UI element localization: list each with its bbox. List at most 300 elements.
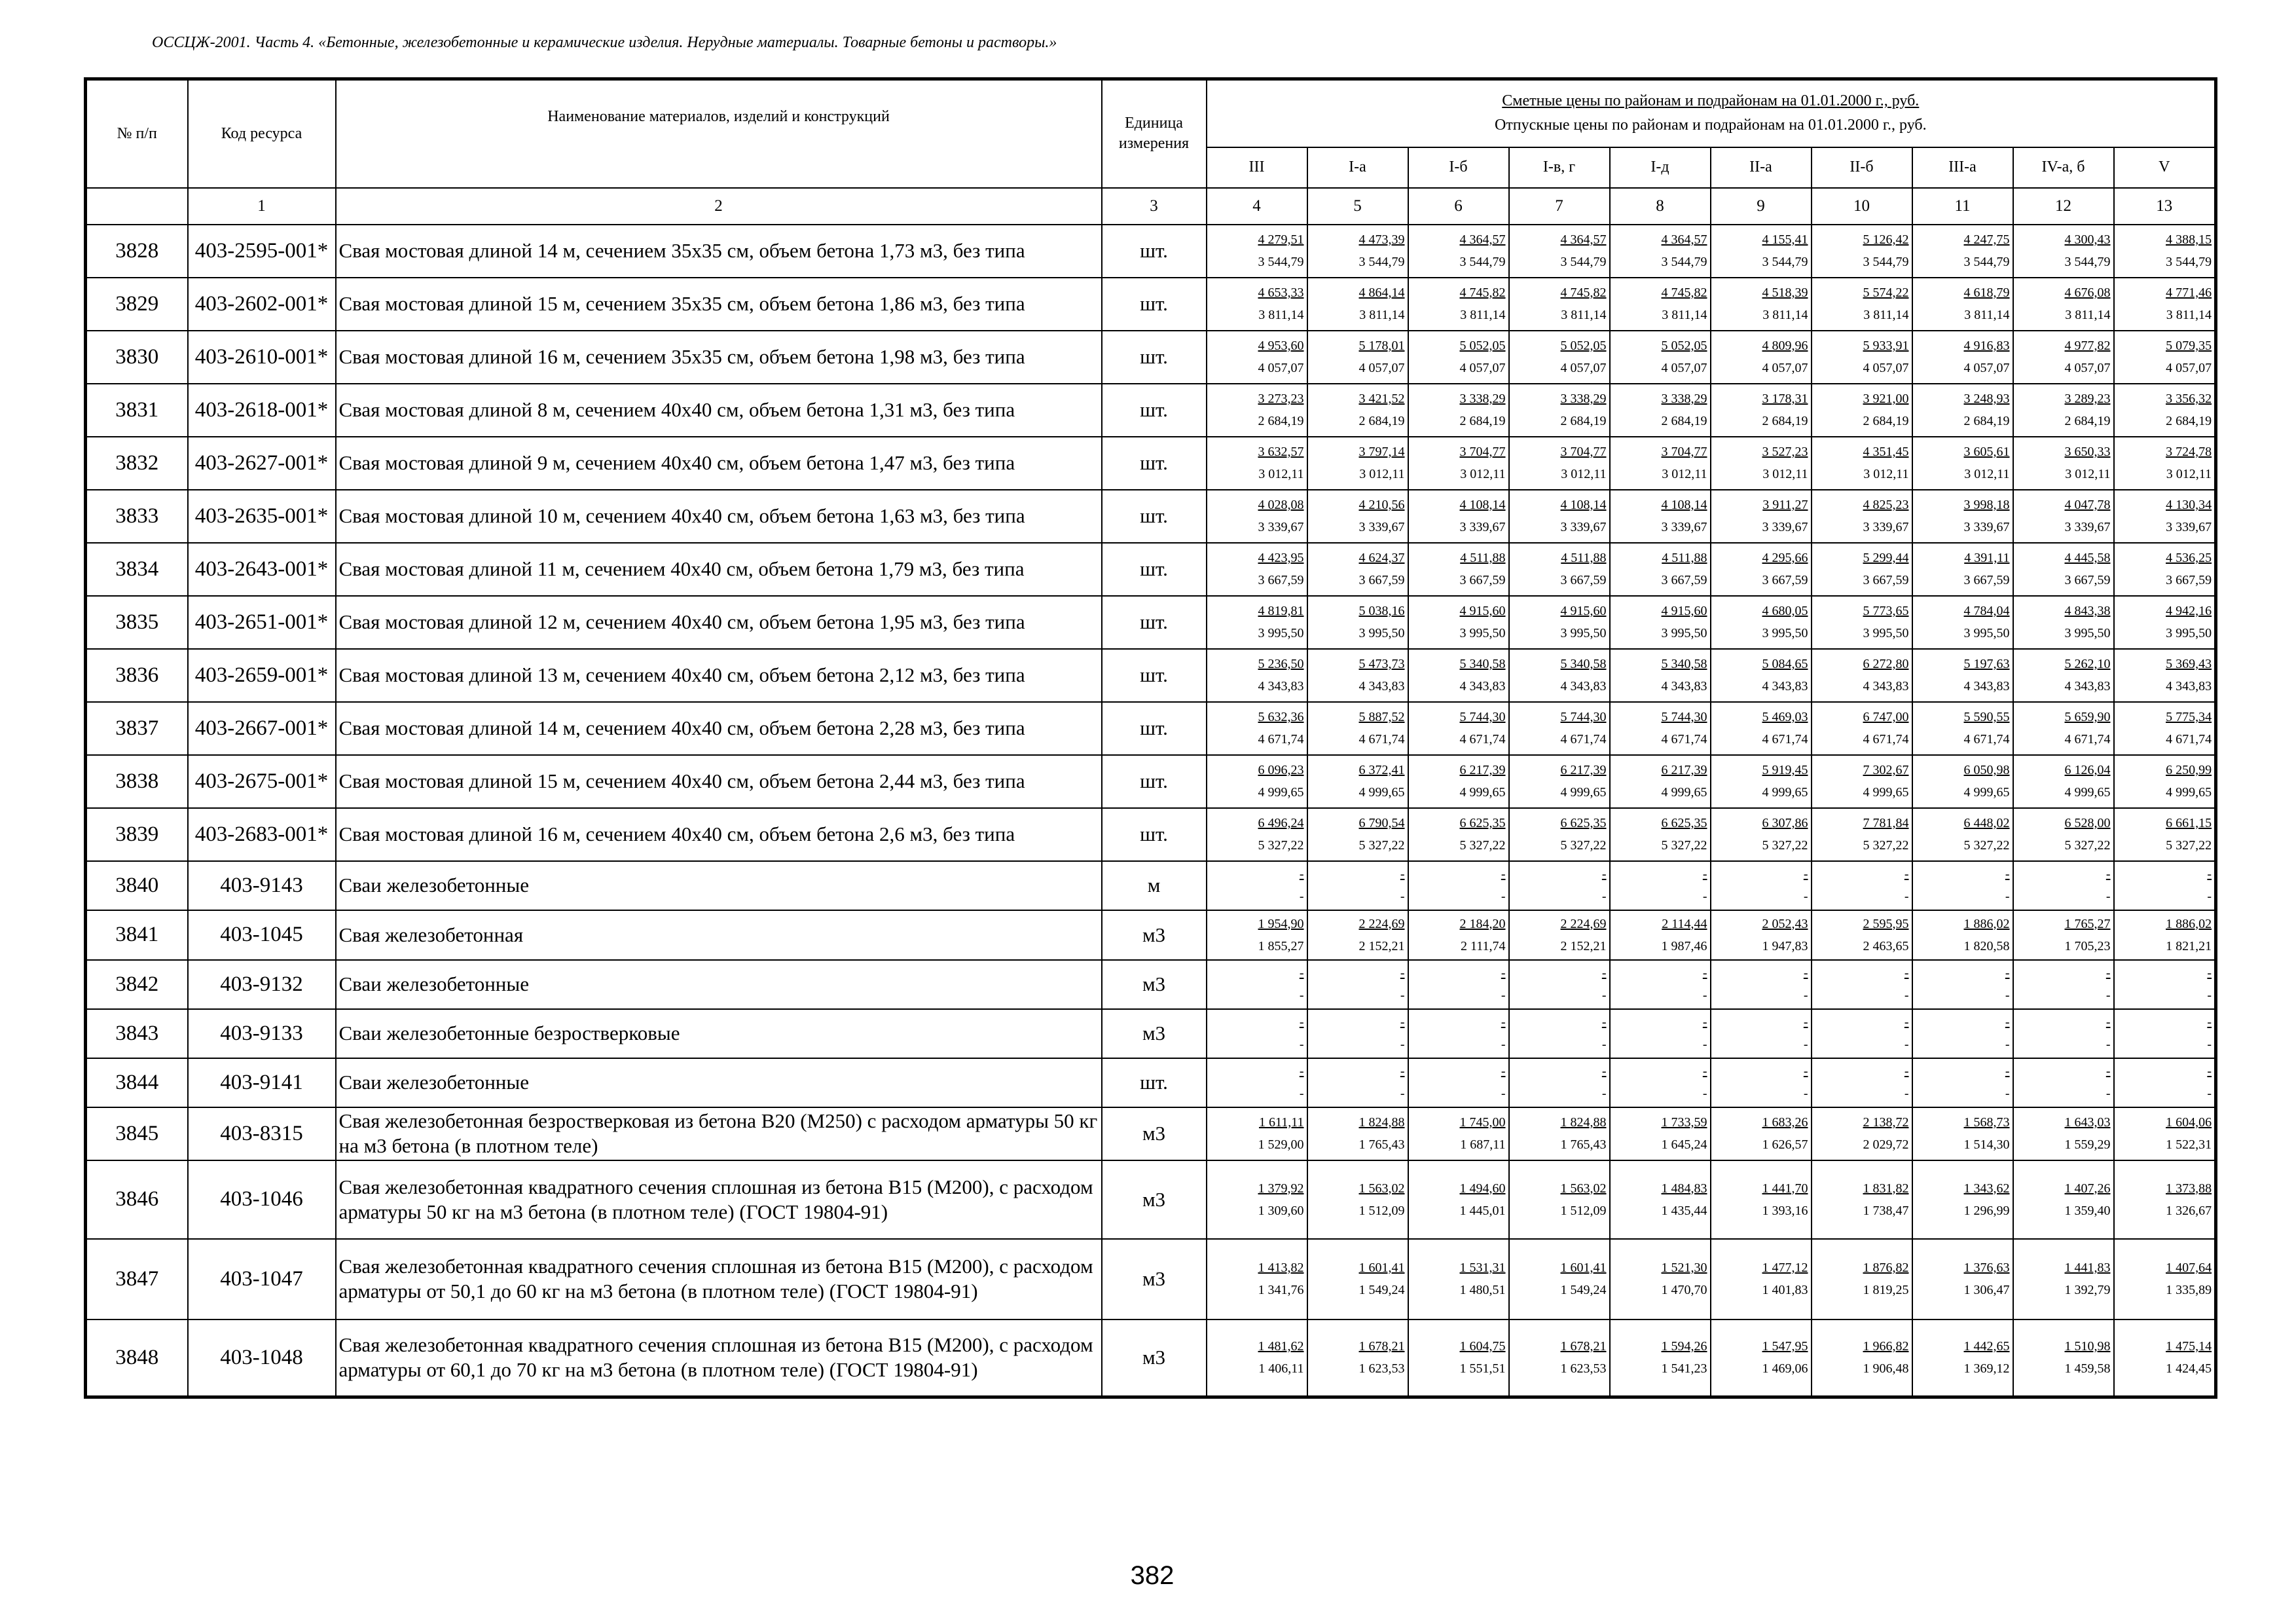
table-row [86, 702, 2216, 755]
release-price: 3 544,79 [1258, 255, 1304, 269]
release-price: 3 544,79 [1358, 255, 1405, 269]
release-price: 4 999,65 [1258, 785, 1304, 800]
estimate-price: 1 886,02 [1963, 916, 2010, 931]
price-cell [1509, 543, 1610, 596]
table-row [86, 1239, 2216, 1320]
release-price: 3 667,59 [1358, 573, 1405, 587]
release-price: 3 667,59 [1661, 573, 1707, 587]
release-price: 1 947,83 [1762, 938, 1808, 953]
price-cell [1509, 225, 1610, 278]
estimate-price: 6 747,00 [1863, 710, 1909, 724]
price-cell [2013, 1107, 2114, 1160]
release-price: 3 339,67 [1661, 520, 1707, 534]
price-cell [1307, 278, 1408, 331]
price-cell [2013, 1009, 2114, 1058]
estimate-price: 4 279,51 [1258, 232, 1304, 247]
price-cell [1812, 1107, 1912, 1160]
price-cell [1610, 808, 1711, 861]
price-cell [1912, 1107, 2013, 1160]
table-row [86, 490, 2216, 543]
release-price: 1 326,67 [2166, 1203, 2212, 1218]
price-cell [1207, 910, 1307, 960]
price-cell [1307, 1320, 1408, 1397]
estimate-price: 1 683,26 [1762, 1115, 1808, 1130]
price-cell [2114, 384, 2216, 437]
estimate-price: 5 469,03 [1762, 710, 1808, 724]
table-row [86, 596, 2216, 649]
price-cell [1812, 960, 1912, 1009]
release-price: 2 684,19 [2064, 414, 2111, 428]
resource-code: 403-1047 [188, 1239, 336, 1320]
header-region: III [1207, 147, 1307, 188]
release-price: - [1501, 889, 1506, 904]
estimate-price: - [1501, 867, 1506, 881]
estimate-price: 1 343,62 [1963, 1181, 2010, 1196]
release-price: 3 012,11 [1561, 467, 1607, 481]
release-price: 1 424,45 [2166, 1361, 2212, 1376]
price-cell [1408, 1009, 1509, 1058]
price-cell [1307, 1107, 1408, 1160]
release-price: 1 469,06 [1762, 1361, 1808, 1376]
estimate-price: 3 273,23 [1258, 392, 1304, 406]
unit-of-measure: шт. [1102, 543, 1207, 596]
price-cell [1912, 1320, 2013, 1397]
release-price: 5 327,22 [1762, 838, 1808, 853]
release-price: 3 339,67 [1459, 520, 1506, 534]
estimate-price: - [2207, 1064, 2212, 1079]
release-price: 4 057,07 [1762, 361, 1808, 375]
estimate-price: 4 155,41 [1762, 232, 1808, 247]
price-cell [1812, 1239, 1912, 1320]
estimate-price: - [1601, 1064, 1607, 1079]
release-price: - [2207, 889, 2212, 904]
price-cell [1207, 808, 1307, 861]
estimate-price: 5 473,73 [1358, 657, 1405, 671]
estimate-price: 1 442,65 [1963, 1339, 2010, 1354]
estimate-price: - [1299, 966, 1304, 980]
release-price: 1 512,09 [1358, 1203, 1405, 1218]
estimate-price: 2 184,20 [1459, 916, 1506, 931]
estimate-price: - [1299, 867, 1304, 881]
release-price: 1 906,48 [1863, 1361, 1909, 1376]
header-prices-release: Отпускные цены по районам и подрайонам на 01.01.2000 г., руб. [1494, 117, 1927, 134]
price-cell [1307, 1239, 1408, 1320]
price-cell [1207, 1058, 1307, 1107]
release-price: 3 811,14 [2166, 308, 2212, 322]
estimate-price: 1 441,83 [2064, 1261, 2111, 1275]
price-cell [1610, 543, 1711, 596]
estimate-price: 4 364,57 [1560, 232, 1607, 247]
material-name: Свая мостовая длиной 15 м, сечением 35х35 см, объем бетона 1,86 м3, без типа [336, 278, 1102, 331]
release-price: 3 339,67 [2064, 520, 2111, 534]
release-price: 3 339,67 [1863, 520, 1909, 534]
estimate-price: 1 407,64 [2166, 1261, 2212, 1275]
estimate-price: 1 477,12 [1762, 1261, 1808, 1275]
release-price: - [2005, 1086, 2010, 1101]
estimate-price: 5 052,05 [1661, 339, 1707, 353]
release-price: 1 687,11 [1460, 1137, 1506, 1152]
price-cell [1912, 1058, 2013, 1107]
estimate-price: 6 625,35 [1661, 816, 1707, 830]
column-number: 6 [1408, 188, 1509, 225]
release-price: 3 667,59 [1762, 573, 1808, 587]
estimate-price: - [2005, 966, 2010, 980]
price-cell [1711, 960, 1812, 1009]
estimate-price: - [2005, 867, 2010, 881]
estimate-price: 3 527,23 [1762, 445, 1808, 459]
release-price: 3 012,11 [1762, 467, 1808, 481]
estimate-price: 1 601,41 [1358, 1261, 1405, 1275]
price-cell [1711, 1058, 1812, 1107]
price-cell [1509, 1160, 1610, 1239]
resource-code: 403-2675-001* [188, 755, 336, 808]
estimate-price: - [2207, 867, 2212, 881]
resource-code: 403-2651-001* [188, 596, 336, 649]
release-price: 4 671,74 [2166, 732, 2212, 747]
price-cell [2114, 1160, 2216, 1239]
price-cell [1509, 437, 1610, 490]
estimate-price: 5 887,52 [1358, 710, 1405, 724]
estimate-price: 3 178,31 [1762, 392, 1808, 406]
material-name: Свая железобетонная квадратного сечения сплошная из бетона В15 (М200), с расходом арматуры от 60,1 до 70 кг на м3 бетона (в плотном теле) (ГОСТ 19804-91) [336, 1320, 1102, 1397]
release-price: 1 765,43 [1358, 1137, 1405, 1152]
release-price: 3 667,59 [1459, 573, 1506, 587]
release-price: 4 057,07 [1258, 361, 1304, 375]
estimate-price: - [1702, 867, 1707, 881]
release-price: 4 999,65 [2166, 785, 2212, 800]
release-price: - [1904, 988, 1909, 1003]
estimate-price: 4 915,60 [1560, 604, 1607, 618]
price-cell [1509, 278, 1610, 331]
estimate-price: 2 224,69 [1358, 916, 1405, 931]
price-cell [2013, 1058, 2114, 1107]
release-price: 3 995,50 [1560, 626, 1607, 640]
row-number: 3830 [86, 331, 188, 384]
release-price: - [2207, 988, 2212, 1003]
header-code: Код ресурса [188, 79, 336, 188]
price-cell [1509, 1009, 1610, 1058]
material-name: Свая мостовая длиной 8 м, сечением 40х40 см, объем бетона 1,31 м3, без типа [336, 384, 1102, 437]
release-price: 4 671,74 [1661, 732, 1707, 747]
release-price: 1 470,70 [1661, 1283, 1707, 1297]
release-price: 5 327,22 [1459, 838, 1506, 853]
price-cell [1509, 755, 1610, 808]
release-price: 4 057,07 [2064, 361, 2111, 375]
price-cell [1207, 1160, 1307, 1239]
estimate-price: - [1299, 1015, 1304, 1029]
estimate-price: - [1904, 867, 1909, 881]
price-cell [2114, 808, 2216, 861]
release-price: 1 551,51 [1459, 1361, 1506, 1376]
release-price: - [2105, 889, 2111, 904]
price-cell [1610, 1009, 1711, 1058]
estimate-price: - [2105, 867, 2111, 881]
resource-code: 403-2643-001* [188, 543, 336, 596]
release-price: 4 343,83 [1863, 679, 1909, 693]
price-cell [1408, 861, 1509, 910]
estimate-price: 6 790,54 [1358, 816, 1405, 830]
release-price: 2 684,19 [1863, 414, 1909, 428]
release-price: 3 544,79 [1762, 255, 1808, 269]
release-price: 2 684,19 [1963, 414, 2010, 428]
price-cell [1207, 543, 1307, 596]
resource-code: 403-2618-001* [188, 384, 336, 437]
estimate-price: 1 601,41 [1560, 1261, 1607, 1275]
price-cell [2013, 225, 2114, 278]
resource-code: 403-8315 [188, 1107, 336, 1160]
row-number: 3831 [86, 384, 188, 437]
release-price: 4 671,74 [1258, 732, 1304, 747]
price-cell [1812, 1058, 1912, 1107]
price-cell [1408, 808, 1509, 861]
row-number: 3845 [86, 1107, 188, 1160]
estimate-price: 4 676,08 [2064, 286, 2111, 300]
release-price: 5 327,22 [1661, 838, 1707, 853]
release-price: - [1803, 1037, 1808, 1052]
price-cell [1307, 543, 1408, 596]
estimate-price: - [1601, 966, 1607, 980]
estimate-price: 3 704,77 [1560, 445, 1607, 459]
resource-code: 403-9141 [188, 1058, 336, 1107]
price-cell [2013, 649, 2114, 702]
unit-of-measure: шт. [1102, 702, 1207, 755]
estimate-price: 4 364,57 [1459, 232, 1506, 247]
price-cell [1812, 649, 1912, 702]
estimate-price: 1 594,26 [1661, 1339, 1707, 1354]
release-price: 3 544,79 [2166, 255, 2212, 269]
material-name: Сваи железобетонные [336, 861, 1102, 910]
price-cell [2013, 1239, 2114, 1320]
resource-code: 403-2659-001* [188, 649, 336, 702]
release-price: 4 671,74 [1863, 732, 1909, 747]
price-cell [1610, 384, 1711, 437]
release-price: 3 811,14 [1258, 308, 1304, 322]
row-number: 3843 [86, 1009, 188, 1058]
price-cell [1408, 437, 1509, 490]
release-price: 3 811,14 [1359, 308, 1405, 322]
price-cell [1207, 702, 1307, 755]
material-name: Свая мостовая длиной 11 м, сечением 40х40 см, объем бетона 1,79 м3, без типа [336, 543, 1102, 596]
release-price: 1 359,40 [2064, 1203, 2111, 1218]
price-cell [1912, 1009, 2013, 1058]
price-cell [1307, 1009, 1408, 1058]
release-price: - [1299, 988, 1304, 1003]
release-price: 4 671,74 [1963, 732, 2010, 747]
price-cell [1408, 596, 1509, 649]
price-cell [1812, 808, 1912, 861]
estimate-price: 4 028,08 [1258, 498, 1304, 512]
price-cell [1912, 384, 2013, 437]
estimate-price: - [1501, 966, 1506, 980]
price-cell [1812, 755, 1912, 808]
price-cell [1509, 649, 1610, 702]
estimate-price: 6 307,86 [1762, 816, 1808, 830]
column-number-blank [86, 188, 188, 225]
price-cell [2114, 960, 2216, 1009]
release-price: 3 012,11 [1460, 467, 1506, 481]
estimate-price: - [1803, 966, 1808, 980]
row-number: 3839 [86, 808, 188, 861]
estimate-price: 1 407,26 [2064, 1181, 2111, 1196]
row-number: 3838 [86, 755, 188, 808]
price-cell [2114, 437, 2216, 490]
estimate-price: 1 678,21 [1358, 1339, 1405, 1354]
estimate-price: 5 178,01 [1358, 339, 1405, 353]
price-cell [2114, 1320, 2216, 1397]
price-cell [1207, 1107, 1307, 1160]
estimate-price: - [1803, 1015, 1808, 1029]
release-price: 1 645,24 [1661, 1137, 1707, 1152]
table-row [86, 1009, 2216, 1058]
estimate-price: 6 217,39 [1560, 763, 1607, 777]
price-cell [2013, 1160, 2114, 1239]
price-cell [1610, 960, 1711, 1009]
price-cell [2013, 543, 2114, 596]
release-price: 3 339,67 [1258, 520, 1304, 534]
release-price: 3 544,79 [1459, 255, 1506, 269]
estimate-price: 5 369,43 [2166, 657, 2212, 671]
estimate-price: 4 653,33 [1258, 286, 1304, 300]
release-price: 2 684,19 [1661, 414, 1707, 428]
estimate-price: - [1702, 966, 1707, 980]
price-cell [2114, 1239, 2216, 1320]
price-table [84, 77, 2217, 1399]
release-price: 3 544,79 [1560, 255, 1607, 269]
unit-of-measure: м3 [1102, 1107, 1207, 1160]
estimate-price: 1 643,03 [2064, 1115, 2111, 1130]
release-price: 3 995,50 [2064, 626, 2111, 640]
price-cell [1812, 861, 1912, 910]
estimate-price: 3 421,52 [1358, 392, 1405, 406]
row-number: 3835 [86, 596, 188, 649]
estimate-price: 1 966,82 [1863, 1339, 1909, 1354]
estimate-price: 4 942,16 [2166, 604, 2212, 618]
release-price: 1 341,76 [1258, 1283, 1304, 1297]
release-price: 3 811,14 [1863, 308, 1909, 322]
price-cell [1408, 1058, 1509, 1107]
price-cell [1307, 910, 1408, 960]
price-cell [1912, 1160, 2013, 1239]
price-cell [2114, 702, 2216, 755]
unit-of-measure: шт. [1102, 384, 1207, 437]
price-cell [1408, 384, 1509, 437]
estimate-price: 6 625,35 [1560, 816, 1607, 830]
release-price: 3 544,79 [1963, 255, 2010, 269]
header-region: I-д [1610, 147, 1711, 188]
release-price: 1 705,23 [2064, 938, 2111, 953]
estimate-price: 1 604,06 [2166, 1115, 2212, 1130]
price-cell [1509, 1320, 1610, 1397]
price-cell [2013, 755, 2114, 808]
price-cell [1307, 755, 1408, 808]
release-price: 3 012,11 [1258, 467, 1304, 481]
release-price: 1 512,09 [1560, 1203, 1607, 1218]
estimate-price: 6 217,39 [1661, 763, 1707, 777]
estimate-price: 6 050,98 [1963, 763, 2010, 777]
release-price: - [1904, 1086, 1909, 1101]
price-cell [1610, 331, 1711, 384]
price-cell [2013, 331, 2114, 384]
estimate-price: 3 650,33 [2064, 445, 2111, 459]
price-cell [1307, 702, 1408, 755]
release-price: 2 152,21 [1358, 938, 1405, 953]
estimate-price: 1 484,83 [1661, 1181, 1707, 1196]
price-cell [1912, 808, 2013, 861]
price-cell [1307, 384, 1408, 437]
estimate-price: - [1904, 966, 1909, 980]
estimate-price: 4 809,96 [1762, 339, 1808, 353]
row-number: 3840 [86, 861, 188, 910]
price-cell [1812, 910, 1912, 960]
price-cell [1711, 1320, 1812, 1397]
release-price: 4 057,07 [1358, 361, 1405, 375]
column-number: 13 [2114, 188, 2216, 225]
price-cell [1711, 702, 1812, 755]
price-cell [1408, 225, 1509, 278]
estimate-price: 6 272,80 [1863, 657, 1909, 671]
release-price: 1 855,27 [1258, 938, 1304, 953]
estimate-price: 2 052,43 [1762, 916, 1808, 931]
estimate-price: 4 247,75 [1963, 232, 2010, 247]
unit-of-measure: шт. [1102, 808, 1207, 861]
price-cell [1509, 1239, 1610, 1320]
release-price: 1 623,53 [1560, 1361, 1607, 1376]
row-number: 3833 [86, 490, 188, 543]
price-cell [1408, 649, 1509, 702]
price-cell [1307, 960, 1408, 1009]
price-cell [1812, 437, 1912, 490]
price-cell [1912, 702, 2013, 755]
estimate-price: 7 781,84 [1863, 816, 1909, 830]
release-price: - [1501, 1037, 1506, 1052]
price-cell [1912, 910, 2013, 960]
unit-of-measure: шт. [1102, 755, 1207, 808]
estimate-price: 3 998,18 [1963, 498, 2010, 512]
release-price: 3 012,11 [1662, 467, 1707, 481]
release-price: 4 057,07 [1459, 361, 1506, 375]
estimate-price: 3 724,78 [2166, 445, 2212, 459]
row-number: 3837 [86, 702, 188, 755]
estimate-price: 1 531,31 [1459, 1261, 1506, 1275]
estimate-price: 5 744,30 [1661, 710, 1707, 724]
unit-of-measure: м3 [1102, 1160, 1207, 1239]
estimate-price: - [1702, 1015, 1707, 1029]
estimate-price: 6 448,02 [1963, 816, 2010, 830]
release-price: - [1601, 1037, 1607, 1052]
estimate-price: 4 108,14 [1560, 498, 1607, 512]
estimate-price: 4 771,46 [2166, 286, 2212, 300]
price-cell [2013, 596, 2114, 649]
release-price: 4 343,83 [1963, 679, 2010, 693]
unit-of-measure: м3 [1102, 1320, 1207, 1397]
price-cell [1408, 702, 1509, 755]
estimate-price: 1 413,82 [1258, 1261, 1304, 1275]
release-price: 1 559,29 [2064, 1137, 2111, 1152]
price-cell [1509, 861, 1610, 910]
release-price: 1 623,53 [1358, 1361, 1405, 1376]
unit-of-measure: шт. [1102, 1058, 1207, 1107]
estimate-price: - [1904, 1015, 1909, 1029]
price-cell [2114, 490, 2216, 543]
release-price: 4 999,65 [1963, 785, 2010, 800]
price-cell [1711, 490, 1812, 543]
release-price: 3 667,59 [2166, 573, 2212, 587]
material-name: Свая железобетонная квадратного сечения сплошная из бетона В15 (М200), с расходом арматуры 50 кг на м3 бетона (в плотном теле) (ГОСТ 19804-91) [336, 1160, 1102, 1239]
price-cell [1812, 702, 1912, 755]
estimate-price: - [2005, 1064, 2010, 1079]
price-cell [1408, 278, 1509, 331]
estimate-price: 1 475,14 [2166, 1339, 2212, 1354]
